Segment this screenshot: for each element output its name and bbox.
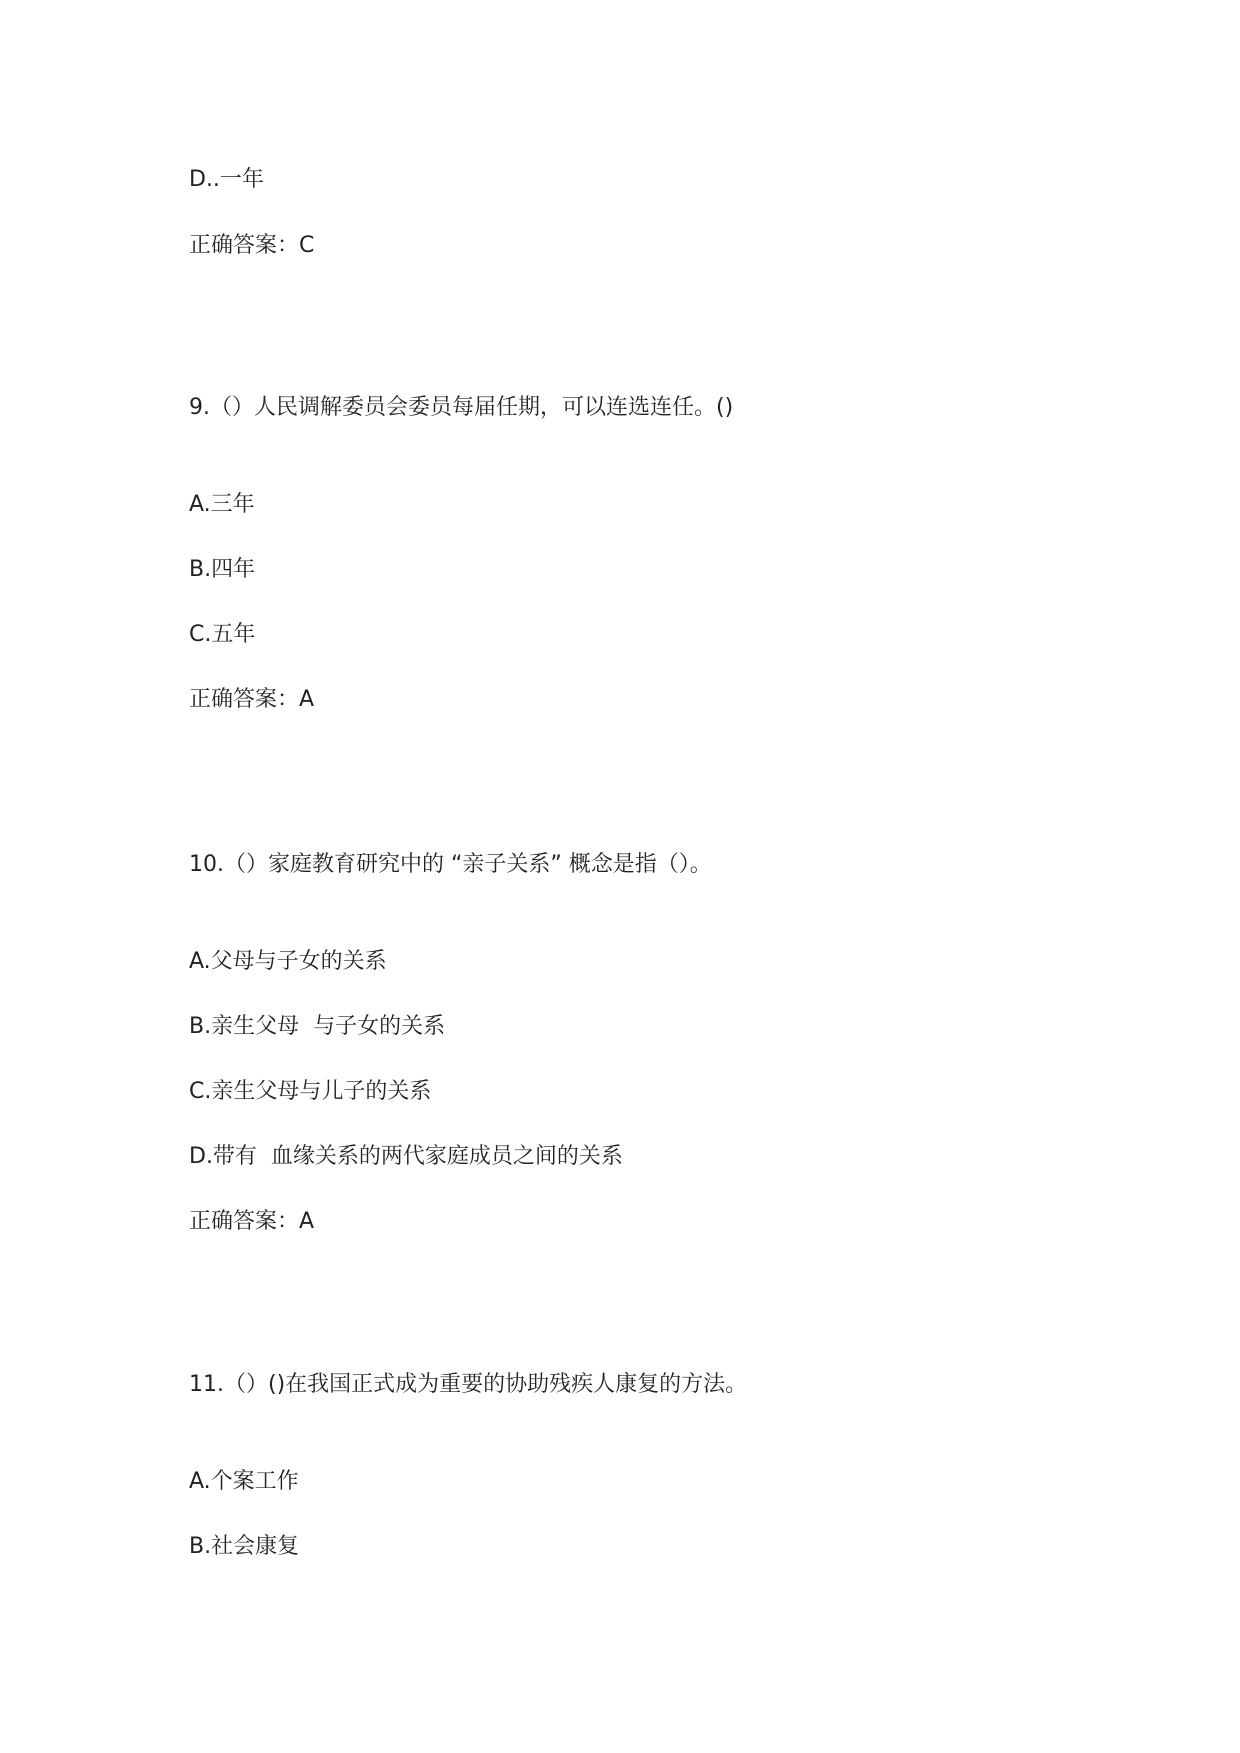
option-d-q10: D.带有 血缘关系的两代家庭成员之间的关系 — [189, 1144, 623, 1169]
question-stem-9: 9.（）人民调解委员会委员每届任期，可以连选连任。() — [189, 395, 734, 420]
option-c-q9: C.五年 — [189, 622, 256, 647]
option-b-q10: B.亲生父母 与子女的关系 — [189, 1014, 446, 1039]
option-b-q9: B.四年 — [189, 557, 256, 582]
answer-q9: 正确答案：A — [189, 687, 315, 712]
option-d-prev-question: D..一年 — [189, 167, 264, 192]
question-stem-10: 10.（）家庭教育研究中的 “亲子关系” 概念是指（）。 — [189, 852, 712, 877]
option-a-q10: A.父母与子女的关系 — [189, 949, 387, 974]
option-b-q11: B.社会康复 — [189, 1534, 300, 1559]
option-a-q11: A.个案工作 — [189, 1469, 299, 1494]
answer-prev-question: 正确答案：C — [189, 233, 315, 258]
answer-q10: 正确答案：A — [189, 1209, 315, 1234]
option-c-q10: C.亲生父母与儿子的关系 — [189, 1079, 432, 1104]
option-a-q9: A.三年 — [189, 492, 255, 517]
question-stem-11: 11.（）()在我国正式成为重要的协助残疾人康复的方法。 — [189, 1372, 748, 1397]
